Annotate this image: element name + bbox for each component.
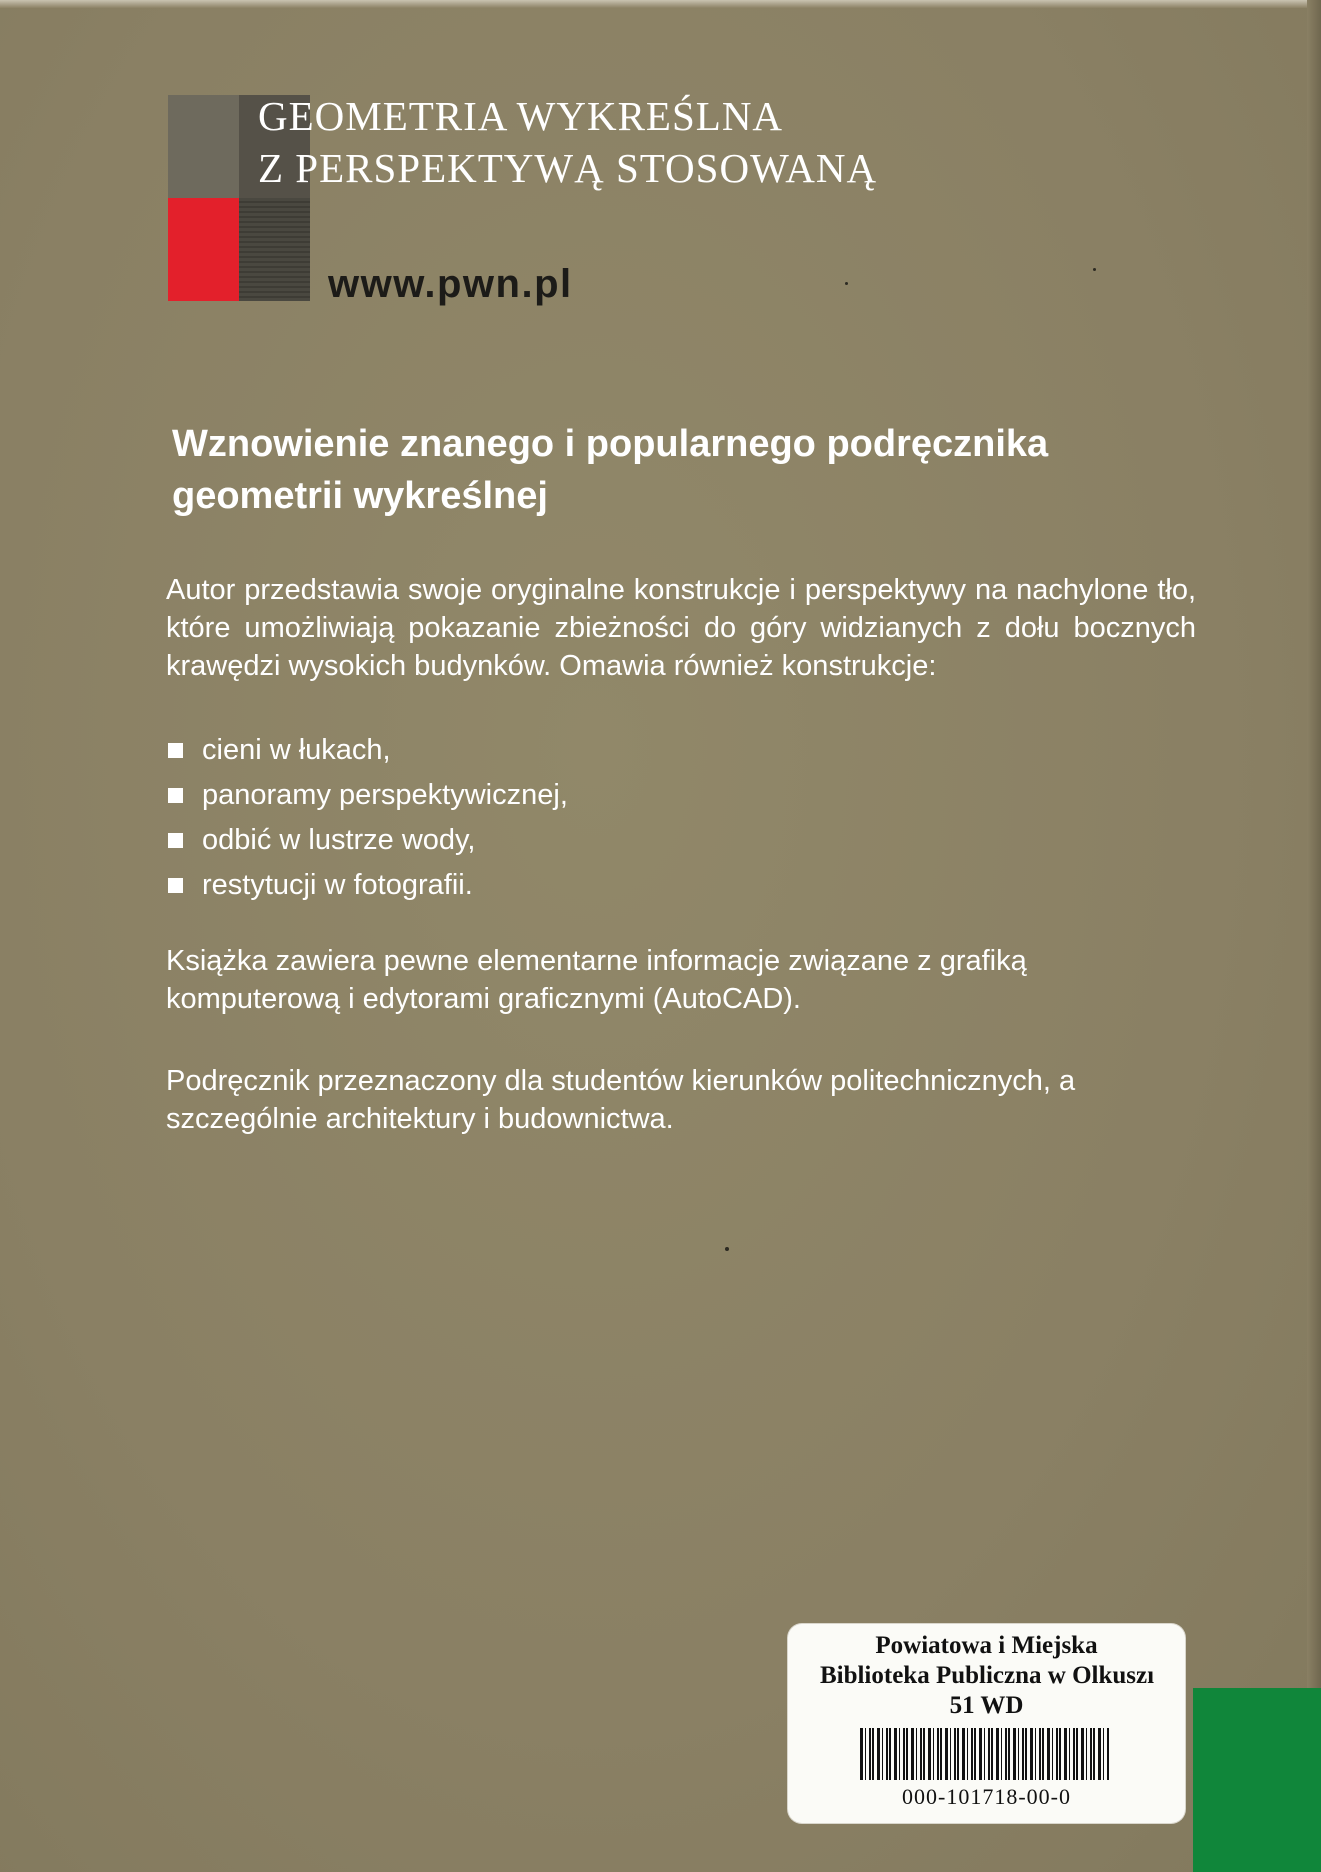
scan-edge-top — [0, 0, 1321, 8]
list-item-text: restytucji w fotografii. — [202, 869, 473, 901]
list-item-text: cieni w łukach, — [202, 734, 391, 766]
list-item-text: odbić w lustrze wody, — [202, 824, 476, 856]
library-sticker — [788, 1624, 1185, 1823]
headline-line-2: geometrii wykreślnej — [172, 475, 548, 517]
book-title-line-2: Z PERSPEKTYWĄ STOSOWANĄ — [258, 145, 878, 191]
headline-line-1: Wznowienie znanego i popularnego podręcznika — [172, 423, 1049, 465]
list-item — [166, 818, 568, 863]
dust-speck — [725, 1247, 729, 1251]
barcode-number: 000-101718-00-0 — [902, 1784, 1071, 1809]
audience-paragraph: Podręcznik przeznaczony dla studentów kierunków politechnicznych, a szczególnie architektury i budownictwa. — [166, 1065, 1076, 1135]
barcode — [860, 1728, 1110, 1780]
scan-edge-right — [1307, 0, 1321, 1872]
library-name-line-2: Biblioteka Publiczna w Olkuszı — [819, 1662, 1155, 1689]
square-bullet-icon — [168, 833, 183, 848]
publisher-url: www.pwn.pl — [328, 262, 573, 306]
headline — [172, 418, 1212, 522]
list-item — [166, 863, 568, 908]
list-item-text: panoramy perspektywicznej, — [202, 779, 568, 811]
book-title-line-1: GEOMETRIA WYKREŚLNA — [258, 93, 784, 139]
dust-speck — [1093, 268, 1096, 271]
library-color-tab — [1193, 1688, 1321, 1872]
logo-square-striped — [239, 198, 310, 301]
square-bullet-icon — [168, 788, 183, 803]
list-item — [166, 728, 568, 773]
shelf-mark: 51 WD — [949, 1692, 1024, 1719]
list-item — [166, 773, 568, 818]
logo-square-red — [168, 198, 239, 301]
square-bullet-icon — [168, 743, 183, 758]
dust-speck — [845, 282, 848, 285]
book-title — [258, 90, 877, 194]
intro-paragraph: Autor przedstawia swoje oryginalne konstrukcje i perspektywy na nachylone tło, które umożliwiają pokazanie zbieżności do góry widzianych z dołu bocznych krawędzi wysokich budynków. Omawia również konstrukcje: — [166, 574, 1196, 682]
library-name-line-1: Powiatowa i Miejska — [875, 1632, 1098, 1659]
square-bullet-icon — [168, 878, 183, 893]
computer-graphics-paragraph: Książka zawiera pewne elementarne informacje związane z grafiką komputerową i edytorami graficznymi (AutoCAD). — [166, 945, 1027, 1015]
topics-list — [166, 728, 568, 908]
logo-square-gray-light — [168, 95, 239, 198]
